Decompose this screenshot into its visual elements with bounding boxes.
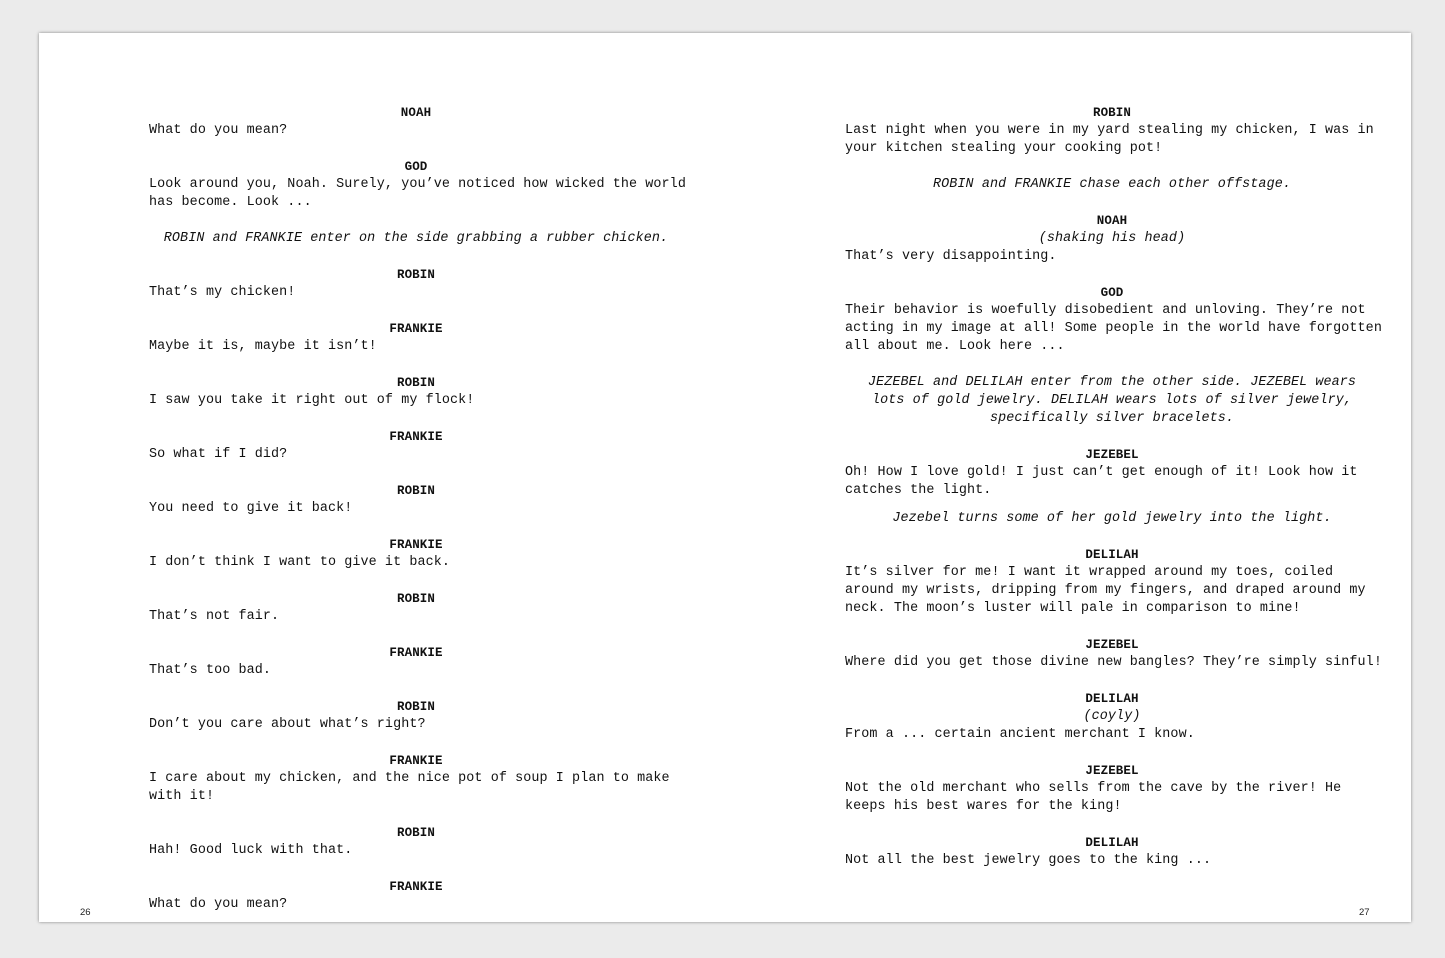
dialogue-line: Not the old merchant who sells from the cave by the river! He xyxy=(845,781,1342,796)
right-page-number: 27 xyxy=(1359,907,1370,918)
dialogue-line: I don’t think I want to give it back. xyxy=(149,555,451,570)
dialogue-line: neck. The moon’s luster will pale in comparison to mine! xyxy=(845,601,1301,616)
dialogue-line: all about me. Look here ... xyxy=(845,339,1065,354)
parenthetical: (shaking his head) xyxy=(1038,231,1186,246)
character-name: GOD xyxy=(404,160,428,174)
character-name: JEZEBEL xyxy=(1085,764,1139,778)
character-name: DELILAH xyxy=(1085,692,1139,706)
dialogue-line: I care about my chicken, and the nice pot of soup I plan to make xyxy=(149,771,670,786)
dialogue-line: Maybe it is, maybe it isn’t! xyxy=(149,339,377,354)
dialogue-line: I saw you take it right out of my flock! xyxy=(149,393,475,408)
dialogue-line: It’s silver for me! I want it wrapped around my toes, coiled xyxy=(845,565,1334,580)
dialogue-line: That’s too bad. xyxy=(149,663,272,678)
dialogue-line: keeps his best wares for the king! xyxy=(845,799,1122,814)
dialogue-line: So what if I did? xyxy=(149,447,288,462)
character-name: JEZEBEL xyxy=(1085,448,1139,462)
dialogue-line: Their behavior is woefully disobedient and unloving. They’re not xyxy=(845,303,1366,318)
character-name: FRANKIE xyxy=(389,430,443,444)
stage-direction-line: specifically silver bracelets. xyxy=(989,411,1235,426)
character-name: ROBIN xyxy=(396,700,435,714)
stage-direction-line: Jezebel turns some of her gold jewelry into the light. xyxy=(892,511,1332,526)
character-name: ROBIN xyxy=(1092,106,1131,120)
dialogue-line: What do you mean? xyxy=(149,897,288,912)
character-name: NOAH xyxy=(1096,214,1128,228)
character-name: FRANKIE xyxy=(389,646,443,660)
character-name: ROBIN xyxy=(396,484,435,498)
dialogue-line: You need to give it back! xyxy=(149,501,353,516)
dialogue-line: catches the light. xyxy=(845,483,992,498)
character-name: NOAH xyxy=(400,106,432,120)
character-name: GOD xyxy=(1100,286,1124,300)
dialogue-line: around my wrists, dripping from my fingers, and draped around my xyxy=(845,583,1366,598)
parenthetical: (coyly) xyxy=(1083,709,1141,724)
dialogue-line: Don’t you care about what’s right? xyxy=(149,717,426,732)
character-name: FRANKIE xyxy=(389,880,443,894)
character-name: JEZEBEL xyxy=(1085,638,1139,652)
dialogue-line: That’s my chicken! xyxy=(149,285,296,300)
dialogue-line: with it! xyxy=(149,789,215,804)
character-name: DELILAH xyxy=(1085,548,1139,562)
dialogue-line: Oh! How I love gold! I just can’t get enough of it! Look how it xyxy=(845,465,1358,480)
dialogue-line: What do you mean? xyxy=(149,123,288,138)
stage-direction-line: ROBIN and FRANKIE enter on the side grabbing a rubber chicken. xyxy=(163,231,669,246)
book-spread xyxy=(39,33,1411,922)
character-name: FRANKIE xyxy=(389,322,443,336)
character-name: ROBIN xyxy=(396,592,435,606)
character-name: FRANKIE xyxy=(389,538,443,552)
dialogue-line: Not all the best jewelry goes to the king ... xyxy=(845,853,1212,868)
dialogue-line: That’s not fair. xyxy=(149,609,280,624)
character-name: FRANKIE xyxy=(389,754,443,768)
dialogue-line: has become. Look ... xyxy=(149,195,312,210)
dialogue-line: Where did you get those divine new bangles? They’re simply sinful! xyxy=(845,655,1382,670)
stage-direction-line: lots of gold jewelry. DELILAH wears lots of silver jewelry, xyxy=(871,393,1352,408)
character-name: ROBIN xyxy=(396,826,435,840)
character-name: ROBIN xyxy=(396,268,435,282)
left-page-number: 26 xyxy=(80,907,91,918)
stage-direction-line: JEZEBEL and DELILAH enter from the other side. JEZEBEL wears xyxy=(867,375,1357,390)
character-name: DELILAH xyxy=(1085,836,1139,850)
character-name: ROBIN xyxy=(396,376,435,390)
dialogue-line: Look around you, Noah. Surely, you’ve noticed how wicked the world xyxy=(149,177,686,192)
dialogue-line: From a ... certain ancient merchant I know. xyxy=(845,727,1195,742)
dialogue-line: your kitchen stealing your cooking pot! xyxy=(845,141,1163,156)
dialogue-line: acting in my image at all! Some people in the world have forgotten xyxy=(845,321,1382,336)
dialogue-line: That’s very disappointing. xyxy=(845,249,1057,264)
dialogue-line: Hah! Good luck with that. xyxy=(149,843,353,858)
stage-direction-line: ROBIN and FRANKIE chase each other offstage. xyxy=(933,177,1291,192)
dialogue-line: Last night when you were in my yard stealing my chicken, I was in xyxy=(845,123,1374,138)
